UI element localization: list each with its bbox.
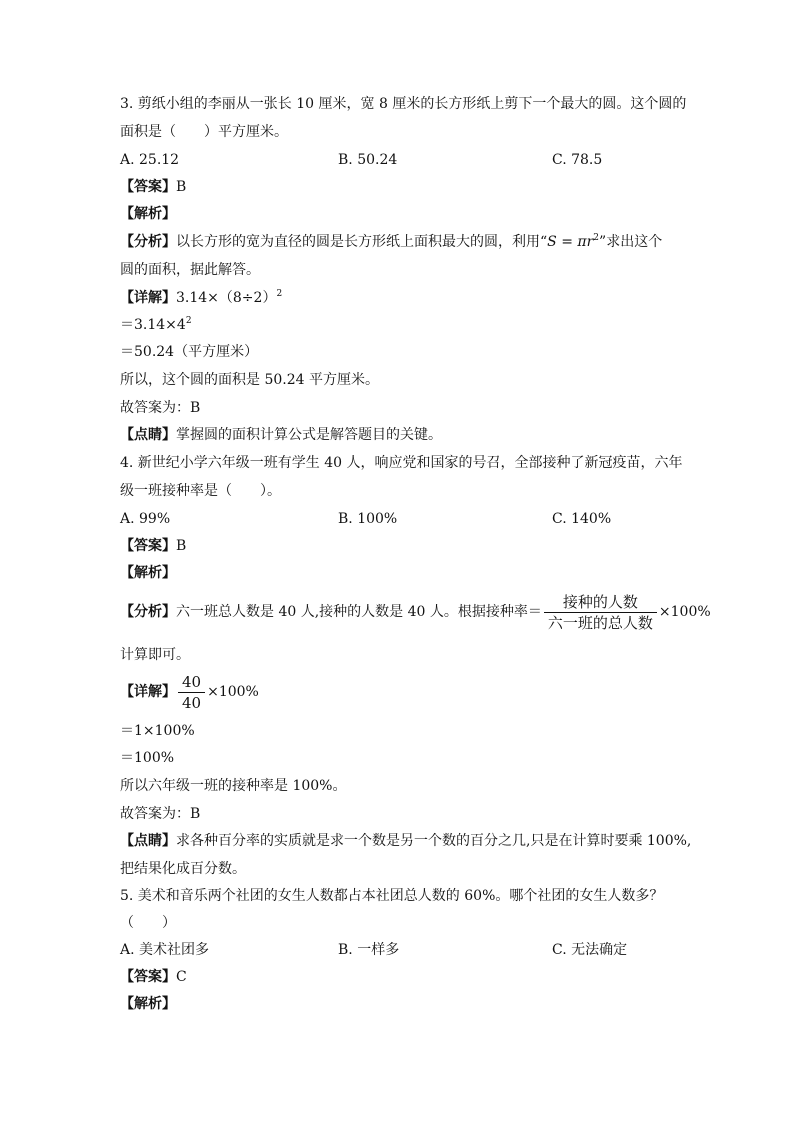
q3-fenxi-line-1	[120, 231, 662, 253]
q5-option-c: C. 无法确定	[552, 942, 628, 958]
q4-conclusion: 故答案为：B	[120, 806, 201, 822]
q3-conclusion: 故答案为：B	[120, 400, 201, 416]
q5-option-a: A. 美术社团多	[120, 942, 210, 958]
q4-analysis-tag: 【解析】	[120, 565, 176, 581]
q4-detail-line-1	[120, 668, 259, 716]
fenxi-text: 六一班总人数是 40 人,接种的人数是 40 人。根据接种率＝	[176, 604, 542, 620]
detail-tag: 【详解】	[120, 290, 176, 306]
q3-detail-line-2	[120, 314, 192, 336]
fenxi-tag: 【分析】	[120, 604, 176, 620]
q3-detail-line-3: ＝50.24（平方厘米）	[120, 344, 259, 360]
q3-detail-line-4: 所以，这个圆的面积是 50.24 平方厘米。	[120, 372, 379, 388]
q5-stem-line-2: （ ）	[120, 915, 176, 931]
fenxi-text-tail: ”求出这个	[599, 234, 663, 250]
detail-fraction	[178, 672, 205, 713]
q4-tip-line-1	[120, 830, 691, 852]
q4-tip-line-2: 把结果化成百分数。	[120, 861, 246, 877]
rate-fraction	[544, 592, 657, 633]
detail-expr: 3.14×（8÷2）	[176, 290, 277, 306]
q4-stem-line-2: 级一班接种率是（ ）。	[120, 483, 281, 499]
q5-analysis-tag: 【解析】	[120, 996, 176, 1012]
fenxi-text: 以长方形的宽为直径的圆是长方形纸上面积最大的圆，利用“	[176, 234, 548, 250]
fraction-denominator: 40	[178, 692, 205, 713]
detail-tail: ×100%	[207, 684, 259, 700]
tip-text: 掌握圆的面积计算公式是解答题目的关键。	[176, 427, 442, 443]
formula-eq: =	[556, 234, 578, 250]
q4-option-b: B. 100%	[338, 511, 398, 527]
q4-fenxi-line-2: 计算即可。	[120, 647, 190, 663]
q3-stem-line-2: 面积是（ ）平方厘米。	[120, 124, 288, 140]
q4-answer	[120, 535, 186, 557]
q3-analysis-tag: 【解析】	[120, 206, 176, 222]
answer-tag: 【答案】	[120, 179, 176, 195]
q5-answer	[120, 966, 187, 988]
detail-expr: ＝3.14×4	[120, 317, 186, 333]
detail-exponent: 2	[276, 289, 283, 299]
q3-option-b: B. 50.24	[338, 152, 398, 168]
answer-value: B	[176, 538, 187, 554]
answer-tag: 【答案】	[120, 969, 176, 985]
fraction-numerator: 40	[182, 672, 202, 691]
answer-tag: 【答案】	[120, 538, 176, 554]
q3-option-a: A. 25.12	[120, 152, 180, 168]
formula-s: S	[547, 234, 557, 250]
tip-tag: 【点睛】	[120, 427, 176, 443]
q3-answer	[120, 176, 186, 198]
q4-fenxi-line-1	[120, 588, 711, 636]
fraction-numerator: 接种的人数	[562, 592, 638, 611]
fenxi-tail: ×100%	[658, 604, 711, 620]
answer-value: C	[176, 969, 187, 985]
tip-text: 求各种百分率的实质就是求一个数是另一个数的百分之几,只是在计算时要乘 100%,	[176, 833, 692, 849]
q4-option-c: C. 140%	[552, 511, 612, 527]
detail-tag: 【详解】	[120, 684, 176, 700]
q3-detail-line-1	[120, 287, 282, 309]
q3-fenxi-line-2: 圆的面积，据此解答。	[120, 262, 260, 278]
formula-exponent: 2	[593, 233, 600, 243]
q4-stem-line-1: 4. 新世纪小学六年级一班有学生 40 人，响应党和国家的号召，全部接种了新冠疫苗，六年	[120, 455, 683, 471]
q5-stem-line-1: 5. 美术和音乐两个社团的女生人数都占本社团总人数的 60%。哪个社团的女生人数多？	[120, 888, 664, 904]
fenxi-tag: 【分析】	[120, 234, 176, 250]
q3-stem-line-1: 3. 剪纸小组的李丽从一张长 10 厘米，宽 8 厘米的长方形纸上剪下一个最大的圆。这个圆的	[120, 96, 687, 112]
q4-detail-line-4: 所以六年级一班的接种率是 100%。	[120, 778, 347, 794]
answer-value: B	[176, 179, 187, 195]
q3-tip	[120, 424, 442, 446]
q5-option-b: B. 一样多	[338, 942, 400, 958]
tip-tag: 【点睛】	[120, 833, 176, 849]
q4-detail-line-2: ＝1×100%	[120, 723, 195, 739]
formula-pi-r: πr	[577, 234, 594, 250]
q4-option-a: A. 99%	[120, 511, 171, 527]
detail-exponent: 2	[185, 316, 192, 326]
fraction-denominator: 六一班的总人数	[544, 612, 657, 633]
q3-option-c: C. 78.5	[552, 152, 603, 168]
q4-detail-line-3: ＝100%	[120, 750, 175, 766]
